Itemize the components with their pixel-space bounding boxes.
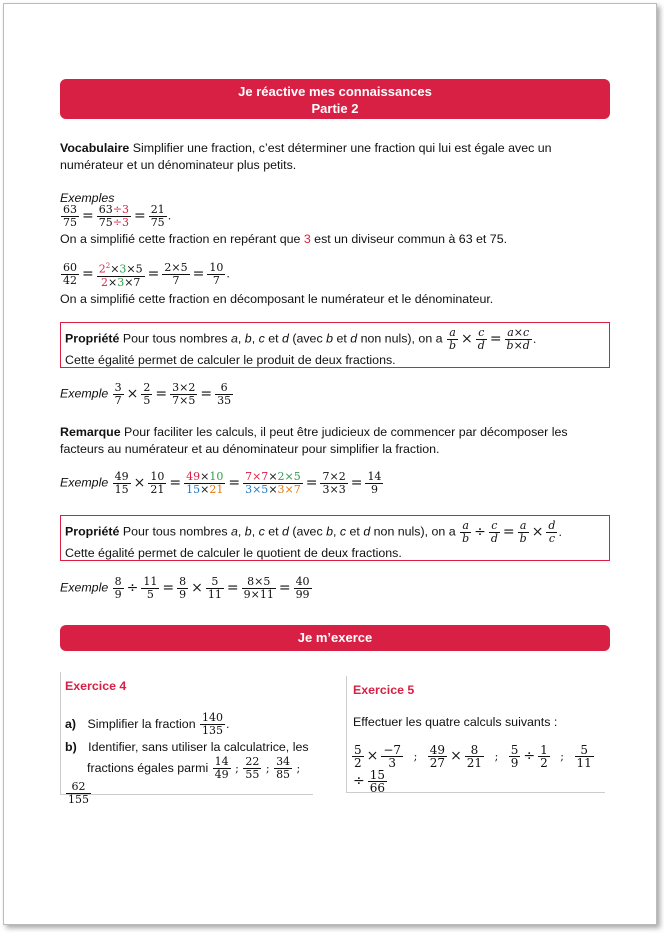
factor: 5 xyxy=(135,262,143,276)
denominator: 155 xyxy=(68,793,89,806)
denominator: 135 xyxy=(202,724,224,737)
denominator: 9 xyxy=(179,588,187,601)
exercise-5-instruction: Effectuer les quatre calculs suivants : xyxy=(353,715,558,729)
equals-sign: = xyxy=(133,208,146,224)
equals-sign: = xyxy=(147,265,160,282)
factor: 15 xyxy=(186,483,201,496)
denominator: 3×5×3×7 xyxy=(245,483,301,496)
text: Pour tous nombres xyxy=(119,524,231,539)
denominator: 55 xyxy=(245,768,260,781)
denominator: c xyxy=(548,532,556,545)
item-text: fractions égales parmi xyxy=(87,760,212,775)
equals-sign: = xyxy=(502,524,515,540)
factor: 3 xyxy=(119,262,127,276)
denominator: 35 xyxy=(217,394,232,407)
numerator: 60 xyxy=(63,260,77,274)
numerator: 2 xyxy=(143,381,151,394)
times: × xyxy=(124,275,134,289)
property-product-note: Cette égalité permet de calculer le produit de deux fractions. xyxy=(65,353,396,367)
var: c xyxy=(339,524,347,539)
fraction xyxy=(113,576,124,601)
factor: 7 xyxy=(133,275,141,289)
fraction xyxy=(274,756,292,781)
operator: × xyxy=(366,748,379,764)
var: d xyxy=(363,524,371,539)
denominator: b xyxy=(462,532,470,545)
separator: ; xyxy=(231,761,243,775)
numerator: a xyxy=(460,520,471,533)
text: , xyxy=(237,524,245,539)
divisor-highlight: ÷3 xyxy=(112,216,129,229)
factor: 3×7 xyxy=(277,483,301,496)
equals-sign: = xyxy=(82,208,94,224)
numerator: 7×2 xyxy=(322,470,346,483)
fraction xyxy=(200,712,225,737)
text: , xyxy=(333,524,340,539)
numerator: 3 xyxy=(114,381,122,394)
var: c xyxy=(258,524,265,539)
var: a xyxy=(230,524,238,539)
separator: ; xyxy=(410,749,421,763)
text: est un diviseur commun à 63 et 75. xyxy=(310,232,508,246)
times-sign: × xyxy=(133,475,146,491)
equals-sign: = xyxy=(228,475,241,491)
denominator: 11 xyxy=(576,756,592,770)
numerator: 40 xyxy=(295,575,310,588)
fraction xyxy=(184,471,225,496)
fraction xyxy=(97,204,131,229)
numerator: 49 xyxy=(429,743,446,757)
denominator: d xyxy=(490,532,498,545)
fraction xyxy=(243,756,261,781)
numerator: 8 xyxy=(465,744,484,757)
operator: ÷ xyxy=(523,748,536,764)
equals-sign: = xyxy=(162,580,175,596)
factor: 2×5 xyxy=(277,470,301,483)
factor: 2 xyxy=(100,275,108,289)
var: d xyxy=(350,331,358,346)
numerator: 5 xyxy=(575,744,594,757)
denominator: 21 xyxy=(150,483,165,496)
numerator: 34 xyxy=(276,755,291,768)
text: On a simplifié cette fraction en repérant que xyxy=(60,232,304,246)
separator: ; xyxy=(293,761,301,775)
exercise-4-a: a) Simplifier la fraction $\frac{140}{135}$ . xyxy=(65,711,230,737)
operator: ÷ xyxy=(353,773,365,789)
divisor-highlight: ÷3 xyxy=(112,203,129,216)
fraction xyxy=(141,576,159,601)
exercise-4-box xyxy=(60,672,313,806)
denominator: 9 xyxy=(370,483,378,496)
exercise-4-b xyxy=(65,739,315,806)
fraction xyxy=(206,576,224,601)
example-label: Exemple xyxy=(60,580,109,595)
item-text: Identifier, sans utiliser la calculatrice, les xyxy=(88,740,309,754)
calculation xyxy=(508,743,551,770)
times-sign: × xyxy=(461,331,473,347)
example-1-equation: $\frac{63}{75}$ = $\frac{63\div 3}{75\div 3}$ = $\frac{21}{75}$ . xyxy=(63,203,172,229)
factor: 21 xyxy=(209,483,224,496)
banner-subtitle: Partie 2 xyxy=(311,101,359,116)
denominator: 9 xyxy=(114,588,122,601)
fraction xyxy=(148,471,166,496)
banner-title: Je réactive mes connaissances xyxy=(238,84,432,99)
numerator: 8 xyxy=(179,575,187,588)
equals-sign: = xyxy=(155,386,168,402)
equals-sign: = xyxy=(278,580,291,596)
equals-sign: = xyxy=(200,386,213,402)
text: (avec xyxy=(288,331,327,346)
denominator: 85 xyxy=(276,768,291,781)
text: et xyxy=(333,331,351,346)
numerator: 8×5 xyxy=(242,576,276,589)
times-sign: × xyxy=(126,386,139,402)
fraction xyxy=(352,744,364,769)
fraction xyxy=(66,781,91,806)
denominator: 7×5 xyxy=(172,394,196,407)
denominator: 27 xyxy=(429,756,446,770)
numerator: 6 xyxy=(215,382,233,395)
fraction xyxy=(381,744,403,769)
denominator: b xyxy=(448,339,457,352)
denominator: 75 xyxy=(63,216,77,229)
times-sign: × xyxy=(531,524,544,540)
example-product xyxy=(60,382,610,407)
calculation xyxy=(427,743,485,770)
denominator: 2 xyxy=(354,756,362,770)
operator: × xyxy=(450,748,462,764)
exponent: 2 xyxy=(105,262,111,270)
denominator-part: 75 xyxy=(98,216,113,229)
separator: ; xyxy=(491,749,502,763)
property-label: Propriété xyxy=(65,331,120,346)
property-quotient-line xyxy=(65,520,605,545)
denominator: 11 xyxy=(207,588,222,601)
numerator: 62 xyxy=(66,781,91,794)
vocabulary-paragraph xyxy=(60,140,610,174)
denominator: 9 xyxy=(510,756,519,770)
numerator: 10 xyxy=(150,470,165,483)
numerator: 15 xyxy=(369,768,386,782)
text: , xyxy=(251,331,259,346)
numerator: 21 xyxy=(150,203,165,216)
times: × xyxy=(110,262,120,276)
fraction xyxy=(538,744,550,769)
exercise-5-box xyxy=(346,676,605,793)
numerator: 1 xyxy=(540,743,548,757)
highlight-number: 3 xyxy=(303,232,311,246)
denominator: 2 xyxy=(540,756,548,770)
denominator: 3×3 xyxy=(322,483,346,496)
fraction xyxy=(546,520,557,545)
fraction xyxy=(365,471,383,496)
numerator: 14 xyxy=(214,755,229,768)
equals-sign: = xyxy=(489,331,502,347)
factor: 3 xyxy=(117,275,125,289)
vocabulary-label: Vocabulaire xyxy=(60,141,130,155)
factor: 7×7 xyxy=(245,470,269,483)
denominator: d xyxy=(477,339,485,352)
separator: ; xyxy=(556,749,568,763)
fraction xyxy=(428,744,447,769)
example-1-explanation xyxy=(60,231,610,248)
denominator: 49 xyxy=(214,768,229,781)
denominator: 5 xyxy=(146,588,154,601)
text: et xyxy=(264,524,282,539)
fraction xyxy=(465,744,484,769)
property-quotient-note: Cette égalité permet de calculer le quotient de deux fractions. xyxy=(65,546,402,560)
text: , xyxy=(237,331,245,346)
fraction xyxy=(509,744,521,769)
example-2-equation: $\frac{60}{42}$ = $\frac{2^2\times 3\times 5}{2\times 3\times 7}$ = $\frac{2\times 5}{7}$ = $\frac{10}{7}$ . xyxy=(63,260,230,289)
example-label: Exemple xyxy=(60,475,109,490)
denominator xyxy=(97,217,131,229)
factor: 49 xyxy=(186,470,201,483)
fraction xyxy=(476,327,487,352)
equals-sign: = xyxy=(169,475,182,491)
times: × xyxy=(126,262,136,276)
property-quotient-box xyxy=(60,515,610,561)
factor: 3×5 xyxy=(245,483,269,496)
text: non nuls), on a xyxy=(357,331,446,346)
property-label: Propriété xyxy=(65,524,120,539)
numerator: c xyxy=(489,520,500,533)
remark-paragraph xyxy=(60,424,610,458)
denominator: 42 xyxy=(63,273,77,287)
numerator: 63 xyxy=(63,203,77,216)
fraction xyxy=(61,204,79,229)
separator: ; xyxy=(262,761,274,775)
equals-sign: = xyxy=(226,580,239,596)
item-text: Simplifier la fraction xyxy=(87,716,200,731)
example-label: Exemple xyxy=(60,386,109,401)
text: (avec xyxy=(288,524,327,539)
var: b xyxy=(244,331,252,346)
numerator: 22 xyxy=(245,755,260,768)
numerator: 2×5 xyxy=(164,260,188,274)
fraction xyxy=(505,327,532,352)
example-decompose xyxy=(60,471,610,496)
numerator: 10 xyxy=(209,260,224,274)
var: a xyxy=(230,331,238,346)
numerator: 14 xyxy=(367,470,382,483)
denominator: 15 xyxy=(114,483,129,496)
exercise-5-calculations xyxy=(351,744,607,794)
fraction xyxy=(97,260,145,289)
remark-text: Pour faciliter les calculs, il peut être judicieux de commencer par décomposer les facteurs au numérateur et au dénominateur pour simplifier la fraction. xyxy=(60,425,568,456)
fraction xyxy=(368,769,387,794)
numerator: −7 xyxy=(383,743,402,757)
var: c xyxy=(258,331,265,346)
text: non nuls), on a xyxy=(370,524,460,539)
denominator: 75 xyxy=(150,216,165,229)
numerator: a xyxy=(447,327,458,340)
numerator: a×c xyxy=(505,327,532,340)
denominator: 3 xyxy=(388,756,397,770)
fraction xyxy=(170,382,197,407)
var: b xyxy=(326,524,333,539)
exercise-4-title: Exercice 4 xyxy=(65,679,127,693)
fraction xyxy=(113,382,124,407)
fraction xyxy=(141,382,152,407)
text: et xyxy=(264,331,282,346)
factor: 2 xyxy=(98,262,106,276)
numerator: 140 xyxy=(202,711,224,724)
page xyxy=(3,3,657,925)
fraction xyxy=(460,520,471,545)
denominator: 7 xyxy=(172,273,180,287)
fraction xyxy=(207,262,225,287)
text: , xyxy=(251,524,259,539)
numerator: 5 xyxy=(354,743,362,757)
fraction xyxy=(447,327,458,352)
property-product-box xyxy=(60,322,610,368)
numerator: 5 xyxy=(510,743,519,757)
times-sign: × xyxy=(191,580,203,596)
equals-sign: = xyxy=(82,265,94,282)
item-label: b) xyxy=(65,740,77,754)
fraction xyxy=(61,262,79,287)
divide-sign: ÷ xyxy=(474,524,486,540)
denominator xyxy=(97,277,145,289)
numerator: 49 xyxy=(114,470,129,483)
fraction xyxy=(213,756,231,781)
text: et xyxy=(346,524,364,539)
denominator: 15×21 xyxy=(186,483,224,496)
example-2-explanation: On a simplifié cette fraction en décomposant le numérateur et le dénominateur. xyxy=(60,292,494,306)
fraction xyxy=(243,471,303,496)
numerator: d xyxy=(548,519,556,532)
examples-label-text: Exemples xyxy=(60,191,115,205)
numerator: c xyxy=(476,327,487,340)
equals-sign: = xyxy=(192,265,205,282)
banner-reactivate xyxy=(60,79,610,119)
denominator: b xyxy=(519,532,527,545)
numerator: 49×10 xyxy=(186,470,224,483)
fraction xyxy=(518,520,529,545)
product-formula: $\frac{a}{b}$ × $\frac{c}{d}$ = $\frac{a\times c}{b\times d}$ . xyxy=(448,326,537,352)
var: b xyxy=(244,524,252,539)
var: b xyxy=(326,331,333,346)
var: d xyxy=(282,331,289,346)
calculation xyxy=(351,743,404,770)
fraction xyxy=(489,520,500,545)
numerator: a xyxy=(518,520,529,533)
fraction xyxy=(294,576,312,601)
item-label: a) xyxy=(65,716,77,731)
denominator: 66 xyxy=(369,781,386,795)
denominator: 7 xyxy=(212,273,220,287)
numerator: 3×2 xyxy=(172,381,196,394)
example-quotient xyxy=(60,576,610,601)
exercise-5-title: Exercice 5 xyxy=(353,683,415,697)
denominator: 9×11 xyxy=(243,588,274,601)
fraction xyxy=(149,204,167,229)
vocabulary-text: Simplifier une fraction, c’est déterminer une fraction qui lui est égale avec un numérateur et un dénominateur plus petits. xyxy=(60,141,552,172)
denominator: b×d xyxy=(506,339,530,352)
numerator xyxy=(97,260,145,277)
divide-sign: ÷ xyxy=(126,580,139,596)
fraction xyxy=(162,262,189,287)
fraction xyxy=(113,471,131,496)
numerator: 8 xyxy=(114,575,122,588)
property-product-line xyxy=(65,327,605,352)
denominator: 21 xyxy=(466,756,483,770)
equals-sign: = xyxy=(350,475,363,491)
factor: 10 xyxy=(209,470,224,483)
denominator: 99 xyxy=(295,588,310,601)
equals-sign: = xyxy=(305,475,318,491)
var: d xyxy=(282,524,289,539)
remark-label: Remarque xyxy=(60,425,121,439)
denominator: 7 xyxy=(114,394,122,407)
numerator: 7×7×2×5 xyxy=(245,470,301,483)
fraction xyxy=(215,382,233,407)
text: Pour tous nombres xyxy=(119,331,231,346)
fraction xyxy=(575,744,594,769)
numerator-part: 63 xyxy=(98,203,113,216)
numerator: 11 xyxy=(143,575,158,588)
numerator: 5 xyxy=(206,576,224,589)
quotient-formula: $\frac{a}{b}$ ÷ $\frac{c}{d}$ = $\frac{a}{b}$ × $\frac{d}{c}$ . xyxy=(462,519,562,545)
denominator: 5 xyxy=(143,394,151,407)
banner-exercise: Je m’exerce xyxy=(60,625,610,651)
fraction xyxy=(320,471,347,496)
times: × xyxy=(107,275,118,289)
fraction xyxy=(242,576,276,601)
fraction xyxy=(177,576,188,601)
